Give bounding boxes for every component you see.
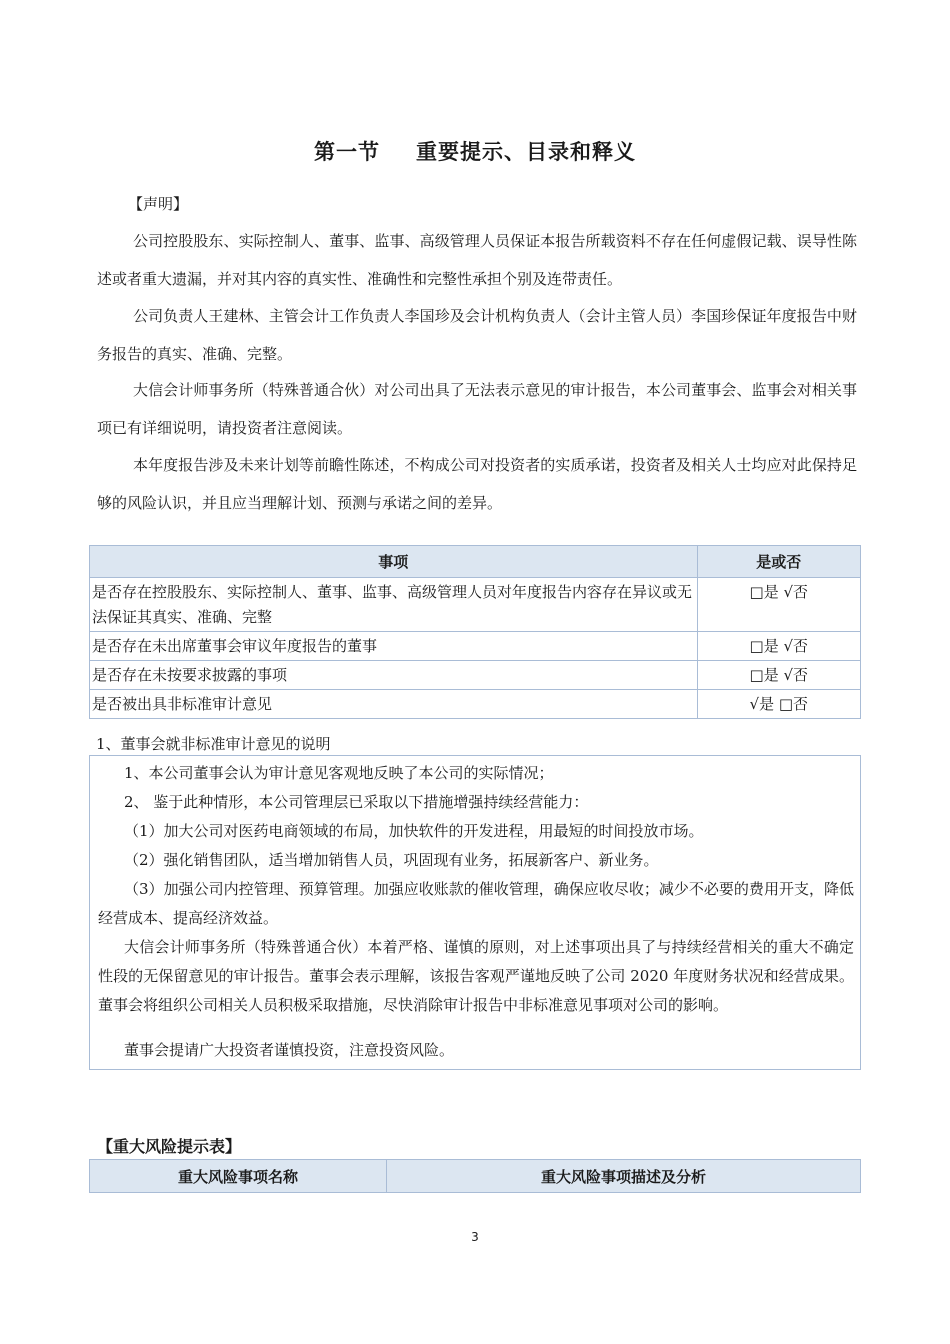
- table-row: [90, 690, 861, 719]
- risk-header-row: [90, 1160, 861, 1193]
- matters-header-item: 事项: [90, 546, 698, 578]
- board-note-line-5: （3）加强公司内控管理、预算管理。加强应收账款的催收管理，确保应收尽收；减少不必要的费用开支，降低经营成本、提高经济效益。: [98, 880, 854, 927]
- risk-table: [89, 1159, 861, 1193]
- matter-item: 是否被出具非标准审计意见: [90, 690, 698, 719]
- board-note-line-4: （2）强化销售团队，适当增加销售人员，巩固现有业务，拓展新客户、新业务。: [124, 851, 659, 869]
- matter-answer: □是 √否: [697, 632, 860, 661]
- board-note-line-7: 董事会提请广大投资者谨慎投资，注意投资风险。: [124, 1041, 455, 1059]
- risk-table-heading: 【重大风险提示表】: [97, 1137, 242, 1156]
- matter-answer: √是 □否: [697, 690, 860, 719]
- section-heading: 重要提示、目录和释义: [416, 140, 636, 164]
- board-note-line-1: 1、本公司董事会认为审计意见客观地反映了本公司的实际情况；: [124, 764, 554, 782]
- board-note-line-6: 大信会计师事务所（特殊普通合伙）本着严格、谨慎的原则，对上述事项出具了与持续经营相关的重大不确定性段的无保留意见的审计报告。董事会表示理解，该报告客观严谨地反映了公司 2020 年度财务状况和经营成果。董事会将组织公司相关人员积极采取措施，尽快消除审计报告中非标准意见事项对公司的影响。: [98, 938, 854, 1014]
- section-title: [0, 136, 950, 166]
- declaration-paragraph-1: 公司控股股东、实际控制人、董事、监事、高级管理人员保证本报告所载资料不存在任何虚假记载、误导性陈述或者重大遗漏，并对其内容的真实性、准确性和完整性承担个别及连带责任。: [97, 232, 857, 288]
- table-row: [90, 661, 861, 690]
- declaration-paragraph-4: 本年度报告涉及未来计划等前瞻性陈述，不构成公司对投资者的实质承诺，投资者及相关人士均应对此保持足够的风险认识，并且应当理解计划、预测与承诺之间的差异。: [97, 456, 857, 512]
- table-row: [90, 632, 861, 661]
- matters-header-answer: 是或否: [697, 546, 860, 578]
- matter-answer: □是 √否: [697, 578, 860, 632]
- matter-item: 是否存在控股股东、实际控制人、董事、监事、高级管理人员对年度报告内容存在异议或无法保证其真实、准确、完整: [90, 578, 698, 632]
- section-number: 第一节: [314, 140, 380, 164]
- declaration-paragraph-3: 大信会计师事务所（特殊普通合伙）对公司出具了无法表示意见的审计报告，本公司董事会、监事会对相关事项已有详细说明，请投资者注意阅读。: [97, 381, 857, 437]
- board-note-box: [89, 755, 861, 1070]
- matter-item: 是否存在未出席董事会审议年度报告的董事: [90, 632, 698, 661]
- matter-answer: □是 √否: [697, 661, 860, 690]
- board-note-line-2: 2、 鉴于此种情形，本公司管理层已采取以下措施增强持续经营能力：: [124, 793, 589, 811]
- declaration-label: 【声明】: [128, 195, 189, 213]
- risk-header-description: 重大风险事项描述及分析: [387, 1160, 861, 1193]
- board-note-line-3: （1）加大公司对医药电商领域的布局，加快软件的开发进程，用最短的时间投放市场。: [124, 822, 704, 840]
- page-number: 3: [471, 1230, 479, 1244]
- board-note-heading: 1、董事会就非标准审计意见的说明: [96, 735, 331, 753]
- declaration-paragraph-2: 公司负责人王建林、主管会计工作负责人李国珍及会计机构负责人（会计主管人员）李国珍保证年度报告中财务报告的真实、准确、完整。: [97, 307, 857, 363]
- table-row: [90, 578, 861, 632]
- matters-header-row: [90, 546, 861, 578]
- matters-table: [89, 545, 861, 719]
- risk-header-name: 重大风险事项名称: [90, 1160, 387, 1193]
- matter-item: 是否存在未按要求披露的事项: [90, 661, 698, 690]
